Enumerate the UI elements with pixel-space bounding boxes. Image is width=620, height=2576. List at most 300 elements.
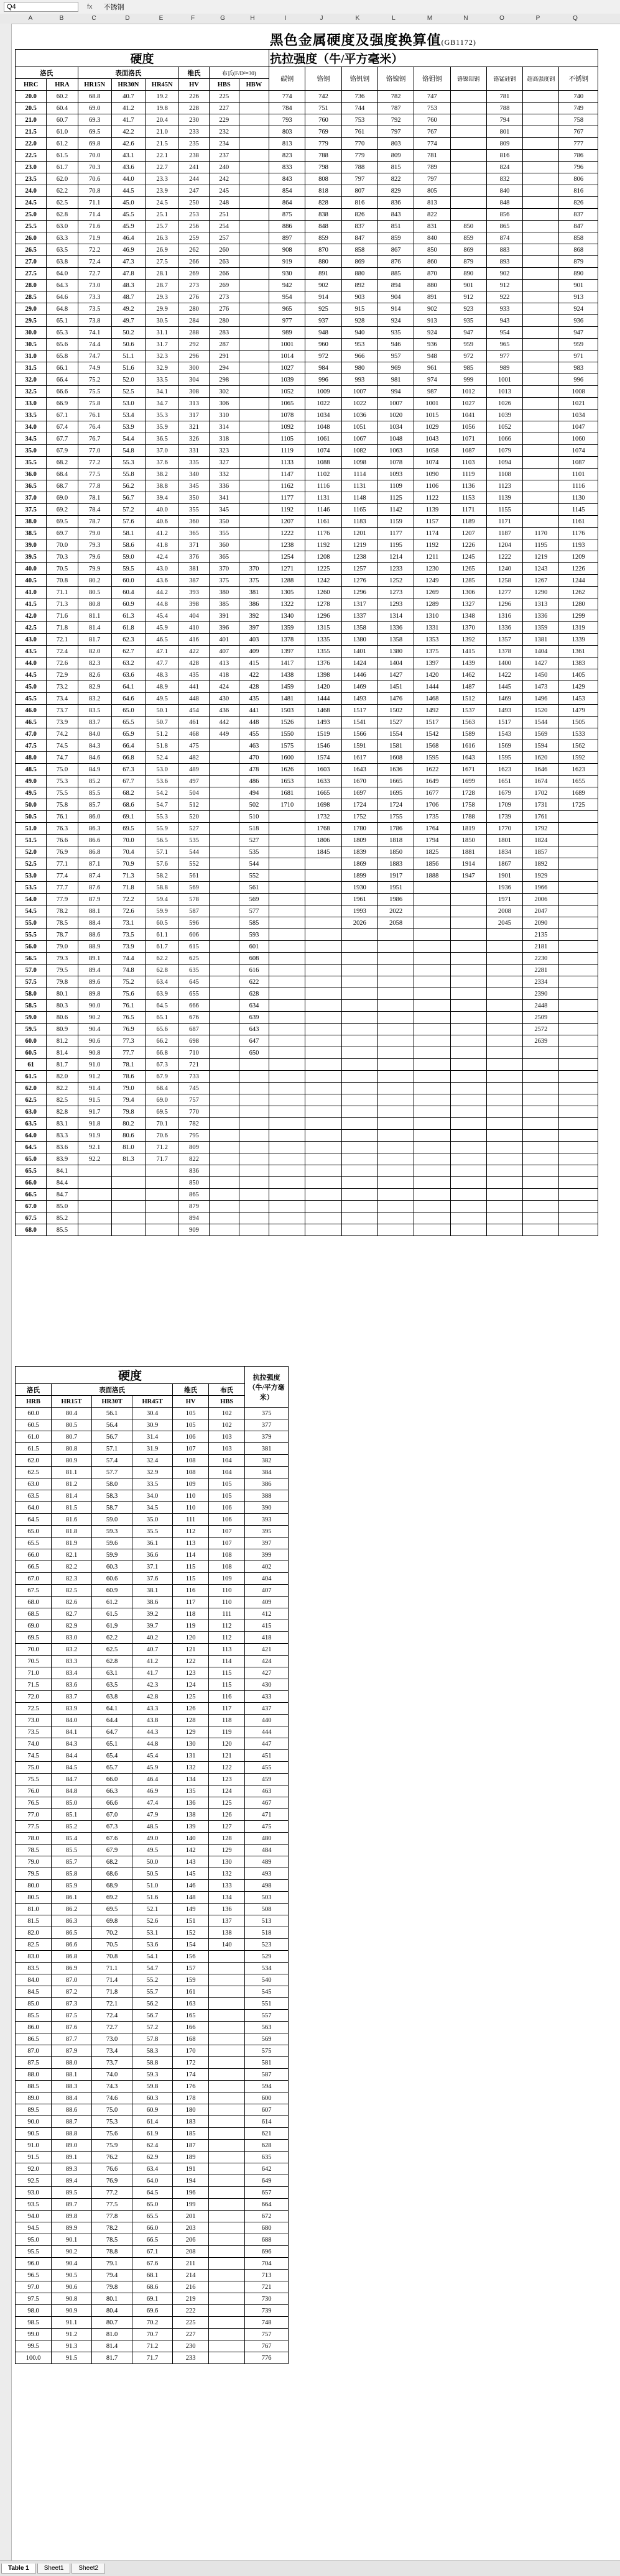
table-cell[interactable]: 52.0 — [16, 846, 47, 858]
table-cell[interactable]: 81.5 — [16, 1915, 52, 1927]
table-cell[interactable]: 390 — [245, 1502, 289, 1514]
table-cell[interactable] — [450, 976, 486, 988]
table-cell[interactable]: 1809 — [341, 835, 377, 846]
table-cell[interactable]: 1305 — [269, 587, 305, 598]
table-cell[interactable]: 52.4 — [146, 752, 179, 764]
table-cell[interactable]: 57.5 — [16, 976, 47, 988]
table-cell[interactable] — [559, 1224, 598, 1236]
table-cell[interactable]: 1048 — [305, 421, 341, 433]
table-cell[interactable]: 60.5 — [146, 917, 179, 929]
table-cell[interactable]: 80.6 — [111, 1130, 145, 1142]
table-cell[interactable]: 58.8 — [146, 882, 179, 894]
table-cell[interactable]: 47.9 — [132, 1809, 173, 1821]
table-cell[interactable] — [239, 362, 269, 374]
table-cell[interactable]: 1665 — [305, 787, 341, 799]
table-cell[interactable] — [269, 835, 305, 846]
table-cell[interactable]: 93.0 — [16, 2187, 52, 2199]
table-cell[interactable]: 108 — [173, 1467, 209, 1478]
table-cell[interactable]: 1892 — [523, 858, 559, 870]
table-cell[interactable]: 581 — [245, 2057, 289, 2069]
table-cell[interactable]: 45.9 — [111, 221, 145, 232]
table-cell[interactable]: 1207 — [450, 528, 486, 539]
table-cell[interactable]: 41.2 — [111, 103, 145, 114]
table-cell[interactable]: 99.5 — [16, 2340, 52, 2352]
table-cell[interactable]: 355 — [209, 528, 239, 539]
table-cell[interactable]: 1047 — [559, 421, 598, 433]
table-cell[interactable] — [450, 185, 486, 197]
table-cell[interactable] — [209, 1106, 239, 1118]
table-cell[interactable]: 87.9 — [52, 2045, 92, 2057]
table-cell[interactable]: 577 — [239, 905, 269, 917]
table-cell[interactable]: 930 — [269, 268, 305, 280]
table-cell[interactable] — [209, 2211, 245, 2222]
table-cell[interactable]: 977 — [486, 351, 522, 362]
table-cell[interactable]: 454 — [179, 705, 209, 717]
table-cell[interactable]: 72.2 — [78, 244, 111, 256]
table-cell[interactable]: 1724 — [377, 799, 414, 811]
table-cell[interactable] — [111, 1224, 145, 1236]
table-cell[interactable]: 108 — [209, 1561, 245, 1573]
table-cell[interactable]: 27.5 — [16, 268, 47, 280]
table-cell[interactable]: 36.6 — [132, 1549, 173, 1561]
table-cell[interactable] — [377, 929, 414, 941]
table-cell[interactable] — [209, 1212, 239, 1224]
table-cell[interactable]: 89.8 — [52, 2211, 92, 2222]
table-cell[interactable] — [146, 1189, 179, 1201]
table-cell[interactable]: 781 — [414, 150, 450, 162]
table-cell[interactable]: 1543 — [486, 728, 522, 740]
table-cell[interactable]: 1020 — [377, 410, 414, 421]
table-cell[interactable]: 1314 — [377, 610, 414, 622]
table-cell[interactable]: 1039 — [269, 374, 305, 386]
table-cell[interactable]: 44.8 — [146, 598, 179, 610]
table-cell[interactable] — [111, 1201, 145, 1212]
table-cell[interactable]: 61.2 — [47, 138, 78, 150]
table-cell[interactable]: 475 — [245, 1821, 289, 1833]
table-cell[interactable]: 48.5 — [16, 764, 47, 776]
table-cell[interactable]: 84.4 — [52, 1750, 92, 1762]
table-cell[interactable]: 54.5 — [16, 905, 47, 917]
table-cell[interactable]: 1401 — [341, 646, 377, 658]
table-cell[interactable]: 1336 — [486, 622, 522, 634]
table-cell[interactable]: 46.4 — [111, 232, 145, 244]
table-cell[interactable]: 21.0 — [146, 126, 179, 138]
table-cell[interactable] — [209, 917, 239, 929]
table-cell[interactable]: 463 — [239, 740, 269, 752]
table-cell[interactable] — [523, 1153, 559, 1165]
table-cell[interactable]: 751 — [305, 103, 341, 114]
table-cell[interactable] — [305, 1012, 341, 1024]
table-cell[interactable] — [414, 1000, 450, 1012]
table-cell[interactable] — [305, 1189, 341, 1201]
table-cell[interactable]: 1130 — [559, 492, 598, 504]
table-cell[interactable]: 1029 — [414, 421, 450, 433]
table-cell[interactable]: 1468 — [305, 705, 341, 717]
table-cell[interactable]: 880 — [414, 280, 450, 291]
table-cell[interactable]: 64.6 — [47, 291, 78, 303]
table-cell[interactable]: 894 — [179, 1212, 209, 1224]
table-cell[interactable]: 280 — [209, 315, 239, 327]
table-cell[interactable]: 381 — [179, 563, 209, 575]
table-cell[interactable]: 836 — [179, 1165, 209, 1177]
table-cell[interactable]: 49.7 — [111, 315, 145, 327]
table-cell[interactable]: 736 — [341, 91, 377, 103]
table-cell[interactable]: 1709 — [486, 799, 522, 811]
table-cell[interactable]: 54.8 — [111, 445, 145, 457]
table-cell[interactable]: 833 — [269, 162, 305, 173]
table-cell[interactable]: 983 — [559, 362, 598, 374]
table-cell[interactable]: 53.5 — [16, 882, 47, 894]
table-cell[interactable]: 442 — [209, 717, 239, 728]
table-cell[interactable] — [269, 929, 305, 941]
table-cell[interactable]: 79.4 — [92, 2270, 132, 2281]
table-cell[interactable]: 1752 — [341, 811, 377, 823]
table-cell[interactable]: 61.5 — [47, 150, 78, 162]
table-cell[interactable]: 194 — [173, 2175, 209, 2187]
table-cell[interactable]: 1794 — [414, 835, 450, 846]
table-cell[interactable]: 49.5 — [146, 693, 179, 705]
table-cell[interactable]: 1074 — [414, 457, 450, 469]
table-cell[interactable] — [486, 988, 522, 1000]
table-cell[interactable]: 81.6 — [52, 1514, 92, 1526]
table-cell[interactable]: 1171 — [486, 516, 522, 528]
table-cell[interactable]: 470 — [239, 752, 269, 764]
table-cell[interactable]: 44.5 — [111, 185, 145, 197]
table-cell[interactable]: 1061 — [305, 433, 341, 445]
table-cell[interactable]: 62.2 — [92, 1632, 132, 1644]
table-cell[interactable]: 1036 — [341, 410, 377, 421]
table-cell[interactable]: 206 — [173, 2234, 209, 2246]
table-cell[interactable]: 48.9 — [146, 681, 179, 693]
table-cell[interactable]: 107 — [173, 1443, 209, 1455]
table-cell[interactable] — [305, 1201, 341, 1212]
table-cell[interactable] — [209, 787, 239, 799]
table-cell[interactable]: 44.3 — [132, 1726, 173, 1738]
table-cell[interactable]: 91.9 — [78, 1130, 111, 1142]
table-cell[interactable] — [414, 1212, 450, 1224]
table-cell[interactable]: 1901 — [486, 870, 522, 882]
table-cell[interactable]: 90.8 — [52, 2293, 92, 2305]
table-cell[interactable]: 60.0 — [16, 1408, 52, 1419]
table-cell[interactable] — [559, 1047, 598, 1059]
table-cell[interactable]: 66.8 — [111, 752, 145, 764]
table-cell[interactable]: 587 — [245, 2069, 289, 2081]
table-cell[interactable]: 1446 — [341, 669, 377, 681]
table-cell[interactable]: 1087 — [450, 445, 486, 457]
table-cell[interactable]: 696 — [245, 2246, 289, 2258]
table-cell[interactable]: 850 — [414, 244, 450, 256]
table-cell[interactable]: 70.0 — [111, 835, 145, 846]
table-cell[interactable]: 959 — [559, 339, 598, 351]
table-cell[interactable]: 1608 — [377, 752, 414, 764]
table-cell[interactable]: 76.6 — [47, 835, 78, 846]
table-cell[interactable]: 774 — [269, 91, 305, 103]
table-cell[interactable]: 134 — [209, 1892, 245, 1904]
table-cell[interactable]: 46.4 — [132, 1774, 173, 1785]
table-cell[interactable]: 1569 — [523, 728, 559, 740]
table-cell[interactable]: 230 — [179, 114, 209, 126]
table-cell[interactable] — [239, 221, 269, 232]
table-cell[interactable]: 233 — [173, 2352, 209, 2364]
table-cell[interactable]: 386 — [239, 598, 269, 610]
table-cell[interactable] — [209, 2175, 245, 2187]
table-cell[interactable]: 475 — [179, 740, 209, 752]
table-cell[interactable]: 816 — [486, 150, 522, 162]
table-cell[interactable]: 76.9 — [92, 2175, 132, 2187]
table-cell[interactable]: 1189 — [450, 516, 486, 528]
table-cell[interactable]: 777 — [559, 138, 598, 150]
table-cell[interactable]: 54.2 — [146, 787, 179, 799]
table-cell[interactable]: 1258 — [486, 575, 522, 587]
table-cell[interactable]: 969 — [377, 362, 414, 374]
table-cell[interactable]: 40.2 — [132, 1632, 173, 1644]
table-cell[interactable]: 40.0 — [16, 563, 47, 575]
table-cell[interactable]: 1278 — [305, 598, 341, 610]
table-cell[interactable]: 788 — [305, 150, 341, 162]
table-cell[interactable]: 228 — [179, 103, 209, 114]
table-cell[interactable]: 1764 — [414, 823, 450, 835]
table-cell[interactable] — [450, 1212, 486, 1224]
table-cell[interactable]: 880 — [341, 268, 377, 280]
table-cell[interactable] — [377, 1000, 414, 1012]
table-cell[interactable]: 88.0 — [16, 2069, 52, 2081]
table-cell[interactable]: 972 — [305, 351, 341, 362]
table-cell[interactable] — [341, 1212, 377, 1224]
table-cell[interactable]: 55.0 — [16, 917, 47, 929]
table-cell[interactable]: 784 — [269, 103, 305, 114]
table-cell[interactable]: 80.2 — [78, 575, 111, 587]
table-cell[interactable] — [239, 256, 269, 268]
table-cell[interactable]: 455 — [239, 728, 269, 740]
table-cell[interactable]: 767 — [414, 126, 450, 138]
table-cell[interactable] — [414, 1047, 450, 1059]
table-cell[interactable]: 1375 — [414, 646, 450, 658]
table-cell[interactable]: 29.0 — [16, 303, 47, 315]
table-cell[interactable] — [239, 528, 269, 539]
table-cell[interactable]: 70.5 — [16, 1656, 52, 1667]
table-cell[interactable] — [269, 953, 305, 965]
table-cell[interactable]: 90.8 — [78, 1047, 111, 1059]
table-cell[interactable]: 393 — [245, 1514, 289, 1526]
table-cell[interactable]: 52.1 — [132, 1904, 173, 1915]
table-cell[interactable]: 77.4 — [47, 870, 78, 882]
table-cell[interactable] — [239, 492, 269, 504]
table-cell[interactable]: 1359 — [523, 622, 559, 634]
table-cell[interactable]: 1183 — [341, 516, 377, 528]
table-cell[interactable] — [450, 162, 486, 173]
table-cell[interactable]: 45.4 — [132, 1750, 173, 1762]
table-cell[interactable]: 769 — [305, 126, 341, 138]
table-cell[interactable]: 69.0 — [146, 1094, 179, 1106]
table-cell[interactable] — [239, 268, 269, 280]
table-cell[interactable] — [523, 1212, 559, 1224]
table-cell[interactable]: 1285 — [450, 575, 486, 587]
table-cell[interactable]: 1453 — [559, 693, 598, 705]
table-cell[interactable]: 1397 — [414, 658, 450, 669]
table-cell[interactable] — [377, 1165, 414, 1177]
table-cell[interactable]: 83.1 — [47, 1118, 78, 1130]
table-cell[interactable]: 72.4 — [78, 256, 111, 268]
table-cell[interactable]: 832 — [486, 173, 522, 185]
table-cell[interactable]: 54.7 — [146, 799, 179, 811]
table-cell[interactable]: 341 — [209, 492, 239, 504]
table-cell[interactable]: 302 — [209, 386, 239, 398]
table-cell[interactable]: 39.7 — [132, 1620, 173, 1632]
table-cell[interactable]: 455 — [245, 1762, 289, 1774]
table-cell[interactable]: 510 — [239, 811, 269, 823]
table-cell[interactable]: 61.2 — [92, 1597, 132, 1608]
table-cell[interactable]: 809 — [179, 1142, 209, 1153]
table-cell[interactable]: 79.8 — [47, 976, 78, 988]
table-cell[interactable]: 1850 — [450, 835, 486, 846]
table-cell[interactable]: 395 — [245, 1526, 289, 1538]
table-cell[interactable]: 59.0 — [92, 1514, 132, 1526]
column-header-a[interactable]: A — [28, 15, 33, 22]
table-cell[interactable]: 1397 — [269, 646, 305, 658]
table-cell[interactable]: 1358 — [377, 634, 414, 646]
table-cell[interactable] — [239, 280, 269, 291]
table-cell[interactable]: 87.7 — [52, 2033, 92, 2045]
table-cell[interactable] — [209, 965, 239, 976]
table-cell[interactable]: 146 — [173, 1880, 209, 1892]
table-cell[interactable]: 902 — [486, 268, 522, 280]
table-cell[interactable]: 183 — [173, 2116, 209, 2128]
table-cell[interactable]: 79.3 — [47, 953, 78, 965]
table-cell[interactable]: 1643 — [341, 764, 377, 776]
table-cell[interactable]: 999 — [450, 374, 486, 386]
table-cell[interactable]: 89.3 — [52, 2163, 92, 2175]
table-cell[interactable]: 64.1 — [111, 681, 145, 693]
table-cell[interactable]: 1317 — [341, 598, 377, 610]
table-cell[interactable]: 1170 — [523, 528, 559, 539]
table-cell[interactable]: 1009 — [305, 386, 341, 398]
table-cell[interactable]: 1348 — [450, 610, 486, 622]
column-header-g[interactable]: G — [220, 15, 225, 22]
table-cell[interactable]: 523 — [245, 1939, 289, 1951]
table-cell[interactable] — [486, 1201, 522, 1212]
table-cell[interactable]: 1405 — [559, 669, 598, 681]
table-cell[interactable] — [377, 941, 414, 953]
table-cell[interactable] — [305, 1165, 341, 1177]
table-cell[interactable] — [209, 2270, 245, 2281]
table-cell[interactable] — [305, 1094, 341, 1106]
table-cell[interactable]: 940 — [341, 327, 377, 339]
table-cell[interactable]: 1986 — [377, 894, 414, 905]
table-cell[interactable]: 72.9 — [47, 669, 78, 681]
table-cell[interactable]: 91.5 — [16, 2152, 52, 2163]
table-cell[interactable]: 67.3 — [111, 764, 145, 776]
table-cell[interactable]: 84.5 — [52, 1762, 92, 1774]
table-cell[interactable]: 1881 — [450, 846, 486, 858]
table-cell[interactable]: 63.0 — [16, 1106, 47, 1118]
table-cell[interactable]: 332 — [209, 469, 239, 480]
table-cell[interactable]: 225 — [209, 91, 239, 103]
table-cell[interactable]: 100.0 — [16, 2352, 52, 2364]
table-cell[interactable]: 854 — [269, 185, 305, 197]
table-cell[interactable]: 68.9 — [92, 1880, 132, 1892]
table-cell[interactable]: 98.5 — [16, 2317, 52, 2329]
table-cell[interactable]: 65.0 — [132, 2199, 173, 2211]
table-cell[interactable]: 435 — [239, 693, 269, 705]
table-cell[interactable]: 1322 — [269, 598, 305, 610]
table-cell[interactable]: 49.5 — [16, 787, 47, 799]
table-cell[interactable] — [341, 929, 377, 941]
table-cell[interactable]: 64.0 — [16, 1130, 47, 1142]
table-cell[interactable]: 858 — [341, 244, 377, 256]
table-cell[interactable]: 71.8 — [47, 622, 78, 634]
table-cell[interactable] — [305, 894, 341, 905]
table-cell[interactable]: 1575 — [269, 740, 305, 752]
table-cell[interactable] — [341, 1000, 377, 1012]
table-cell[interactable]: 80.5 — [16, 1892, 52, 1904]
table-cell[interactable]: 66.9 — [47, 398, 78, 410]
table-cell[interactable]: 382 — [245, 1455, 289, 1467]
table-cell[interactable]: 1336 — [377, 622, 414, 634]
table-cell[interactable]: 1187 — [486, 528, 522, 539]
table-cell[interactable]: 615 — [179, 941, 209, 953]
table-cell[interactable] — [559, 988, 598, 1000]
table-cell[interactable] — [450, 1106, 486, 1118]
table-cell[interactable]: 2509 — [523, 1012, 559, 1024]
table-cell[interactable]: 90.1 — [52, 2234, 92, 2246]
table-cell[interactable]: 688 — [245, 2234, 289, 2246]
table-cell[interactable]: 38.6 — [132, 1597, 173, 1608]
table-cell[interactable] — [450, 1094, 486, 1106]
table-cell[interactable]: 83.6 — [47, 1142, 78, 1153]
table-cell[interactable]: 874 — [486, 232, 522, 244]
table-cell[interactable]: 891 — [414, 291, 450, 303]
table-cell[interactable]: 89.1 — [52, 2152, 92, 2163]
table-cell[interactable]: 1193 — [559, 539, 598, 551]
table-cell[interactable] — [559, 1083, 598, 1094]
table-cell[interactable]: 340 — [179, 469, 209, 480]
table-cell[interactable] — [377, 1189, 414, 1201]
table-cell[interactable]: 1383 — [559, 658, 598, 669]
table-cell[interactable]: 42.4 — [146, 551, 179, 563]
table-cell[interactable]: 68.8 — [78, 91, 111, 103]
table-cell[interactable]: 544 — [239, 858, 269, 870]
table-cell[interactable] — [450, 1035, 486, 1047]
table-cell[interactable]: 79.1 — [92, 2258, 132, 2270]
table-cell[interactable]: 385 — [209, 598, 239, 610]
table-cell[interactable] — [78, 1165, 111, 1177]
table-cell[interactable] — [559, 1165, 598, 1177]
table-cell[interactable]: 66.4 — [47, 374, 78, 386]
table-cell[interactable]: 1051 — [341, 421, 377, 433]
table-cell[interactable]: 87.9 — [78, 894, 111, 905]
table-cell[interactable]: 57.6 — [111, 516, 145, 528]
table-cell[interactable]: 1438 — [269, 669, 305, 681]
table-cell[interactable]: 81.4 — [78, 622, 111, 634]
table-cell[interactable] — [377, 1153, 414, 1165]
table-cell[interactable] — [269, 894, 305, 905]
table-cell[interactable]: 80.3 — [47, 1000, 78, 1012]
table-cell[interactable]: 230 — [173, 2340, 209, 2352]
table-cell[interactable]: 71.0 — [16, 1667, 52, 1679]
table-cell[interactable]: 88.3 — [52, 2081, 92, 2092]
table-cell[interactable]: 86.2 — [52, 1904, 92, 1915]
table-cell[interactable] — [414, 953, 450, 965]
table-cell[interactable]: 869 — [341, 256, 377, 268]
table-cell[interactable]: 84.4 — [47, 1177, 78, 1189]
table-cell[interactable]: 94.0 — [16, 2211, 52, 2222]
table-cell[interactable]: 125 — [209, 1797, 245, 1809]
table-cell[interactable] — [523, 1106, 559, 1118]
table-cell[interactable] — [269, 1024, 305, 1035]
table-cell[interactable]: 86.3 — [78, 823, 111, 835]
table-cell[interactable]: 73.7 — [47, 705, 78, 717]
table-cell[interactable]: 260 — [209, 244, 239, 256]
